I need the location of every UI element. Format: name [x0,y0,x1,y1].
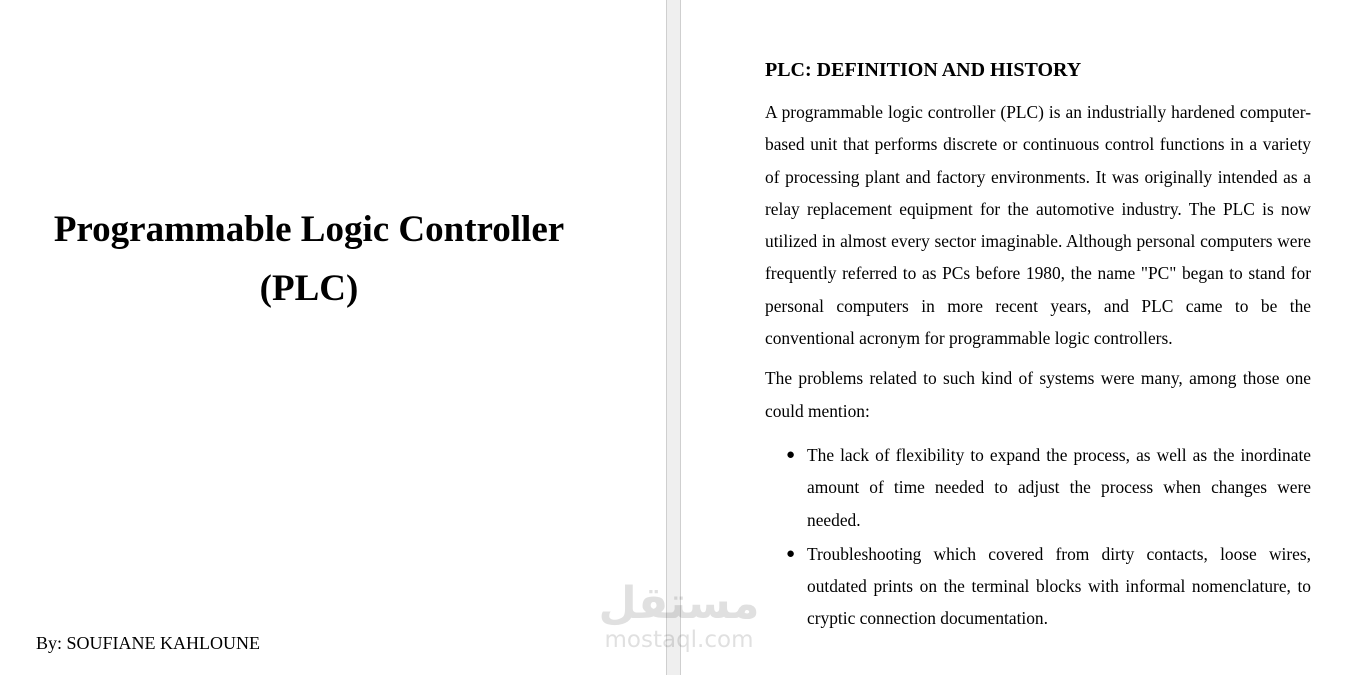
cover-title-line-2: (PLC) [259,268,359,309]
list-item-text: Troubleshooting which covered from dirty contacts, loose wires, outdated prints on the terminal blocks with informal nomenclature, to cryptic connection documentation. [807,543,1311,629]
cover-title [30,200,588,318]
paragraph-problems: The problems related to such kind of systems were many, among those one could mention: [765,368,1311,421]
bullet-icon: ● [786,446,796,463]
page-gutter [666,0,681,675]
list-item [786,538,1311,635]
paragraph-definition: A programmable logic controller (PLC) is an industrially hardened computer-based unit that performs discrete or continuous control functions in a variety of processing plant and factory environments. It was originally intended as a relay replacement equipment for the automotive industry. The PLC is now utilized in almost every sector imaginable. Although personal computers were frequently referred to as PCs before 1980, the name "PC" began to stand for personal computers in more recent years, and PLC came to be the conventional acronym for programmable logic controllers. [765,102,1311,349]
page-content [765,56,1311,637]
section-heading: PLC: DEFINITION AND HISTORY [765,59,1082,81]
content-page [681,0,1353,675]
author-line: By: SOUFIANE KAHLOUNE [36,633,260,653]
cover-page [0,0,666,675]
list-item-text: The lack of flexibility to expand the process, as well as the inordinate amount of time needed to adjust the process when changes were needed. [807,444,1311,530]
problems-list [765,439,1311,635]
bullet-icon: ● [786,545,796,562]
list-item [786,439,1311,536]
cover-title-line-1: Programmable Logic Controller [53,209,565,250]
